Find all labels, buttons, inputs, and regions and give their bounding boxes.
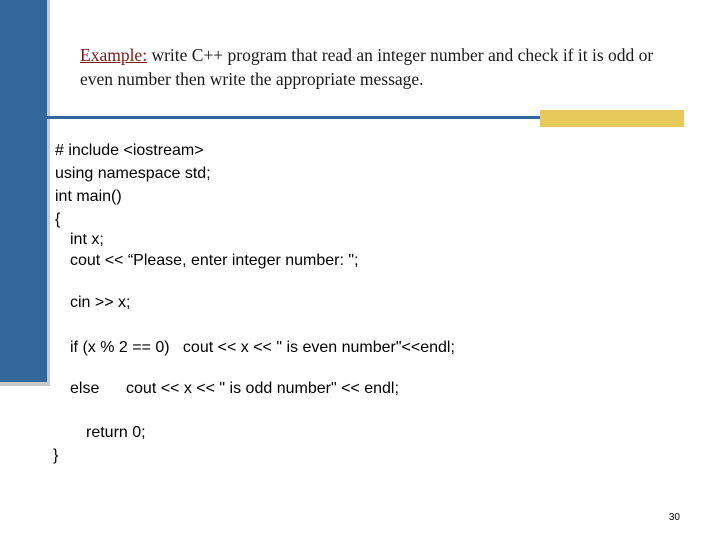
left-accent-bar-shadow-bottom bbox=[0, 382, 50, 386]
code-line-prompt: cout << “Please, enter integer number: "; bbox=[70, 252, 359, 269]
code-line-declare: int x; bbox=[70, 231, 104, 248]
code-line-namespace: using namespace std; bbox=[55, 165, 211, 182]
code-line-open-brace: { bbox=[55, 211, 61, 228]
code-line-else: else cout << x << " is odd number" << endl; bbox=[70, 380, 399, 397]
left-accent-bar-shadow bbox=[47, 0, 50, 386]
code-line-close-brace: } bbox=[53, 447, 59, 464]
slide-heading bbox=[80, 43, 690, 91]
divider-accent-block bbox=[540, 110, 684, 127]
code-line-include: # include <iostream> bbox=[55, 142, 204, 159]
heading-divider bbox=[30, 116, 540, 119]
page-number: 30 bbox=[668, 512, 680, 523]
heading-text: write C++ program that read an integer number and check if it is odd or even number then write the appropriate message. bbox=[80, 45, 654, 89]
code-line-input: cin >> x; bbox=[70, 294, 131, 311]
heading-label: Example: bbox=[80, 45, 148, 65]
code-line-main: int main() bbox=[55, 188, 122, 205]
code-line-return: return 0; bbox=[86, 424, 146, 441]
code-line-if: if (x % 2 == 0) cout << x << " is even number"<<endl; bbox=[70, 339, 455, 356]
